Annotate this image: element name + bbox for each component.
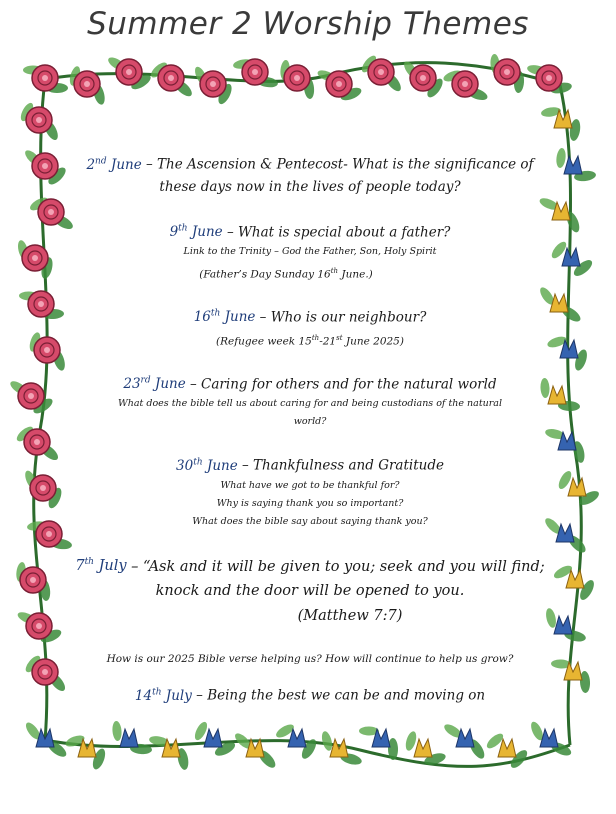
rose-icon xyxy=(168,75,174,81)
entry-date: 9th June xyxy=(169,223,223,240)
rose-icon xyxy=(38,301,44,307)
rose-icon xyxy=(504,69,510,75)
theme-entry-neighbour xyxy=(80,303,540,329)
vine-stem xyxy=(560,85,581,745)
entry-title: – Thankfulness and Gratitude xyxy=(237,457,444,474)
rose-icon xyxy=(126,69,132,75)
rose-icon xyxy=(42,75,48,81)
blue-flower-icon xyxy=(554,616,572,634)
rose-icon xyxy=(42,669,48,675)
rose-icon xyxy=(34,439,40,445)
rose-icon xyxy=(462,81,468,87)
rose-icon xyxy=(36,117,42,123)
blue-flower-icon xyxy=(540,729,558,747)
leaf-icon xyxy=(540,378,550,398)
theme-entry-father xyxy=(80,218,540,244)
blue-flower-icon xyxy=(204,729,222,747)
rose-icon xyxy=(28,393,34,399)
entry-title: – Being the best we can be and moving on xyxy=(191,687,486,704)
rose-icon xyxy=(84,81,90,87)
entry-note: (Father’s Day Sunday 16th June.) xyxy=(199,267,373,281)
theme-entry-caring xyxy=(80,370,540,396)
yellow-flower-icon xyxy=(568,478,586,496)
rose-icon xyxy=(42,163,48,169)
leaf-icon xyxy=(544,607,557,629)
entry-note: What does the bible say about saying thank you? xyxy=(192,515,428,527)
entry-date: 23rd June xyxy=(123,375,186,392)
rose-icon xyxy=(46,531,52,537)
rose-icon xyxy=(420,75,426,81)
rose-icon xyxy=(30,577,36,583)
themes-list xyxy=(75,150,545,707)
rose-icon xyxy=(210,81,216,87)
page-title: Summer 2 Worship Themes xyxy=(87,6,529,42)
yellow-flower-icon xyxy=(548,386,566,404)
theme-entry-moving-on xyxy=(80,681,540,707)
leaf-icon xyxy=(112,721,123,742)
rose-icon xyxy=(44,347,50,353)
entry-title: – Who is our neighbour? xyxy=(255,309,427,325)
entry-note: What does the bible tell us about caring for and being custodians of the natural world? xyxy=(118,398,502,427)
blue-flower-icon xyxy=(120,729,138,747)
yellow-flower-icon xyxy=(414,739,432,757)
entry-title: – “Ask and it will be given to you; seek and you will find; knock and the door will be opened to you. xyxy=(126,558,545,600)
entry-title: – Caring for others and for the natural world xyxy=(185,376,497,392)
theme-entry-thankfulness xyxy=(80,451,540,477)
entry-title: – The Ascension & Pentecost- What is the significance of these days now in the lives of people today? xyxy=(141,156,534,195)
entry-note: Why is saying thank you so important? xyxy=(216,497,404,509)
blue-flower-icon xyxy=(564,156,582,174)
theme-entry-ascension xyxy=(66,150,554,198)
bible-reference: (Matthew 7:7) xyxy=(297,608,403,625)
rose-icon xyxy=(48,209,54,215)
entry-date: 7th July xyxy=(75,557,127,575)
theme-entry-ask xyxy=(66,551,554,605)
entry-date: 14th July xyxy=(134,687,192,704)
rose-icon xyxy=(546,75,552,81)
rose-icon xyxy=(336,81,342,87)
yellow-flower-icon xyxy=(498,739,516,757)
entry-title: – What is special about a father? xyxy=(222,224,451,240)
entry-date: 16th June xyxy=(193,308,256,325)
entry-note: What have we got to be thankful for? xyxy=(220,479,400,491)
rose-icon xyxy=(378,69,384,75)
entry-date: 30th June xyxy=(176,457,238,474)
bible-verse-question: How is our 2025 Bible verse helping us? How will continue to help us grow? xyxy=(106,653,514,666)
rose-icon xyxy=(252,69,258,75)
entry-note: Link to the Trinity – God the Father, Son, Holy Spirit xyxy=(183,246,437,257)
leaf-icon xyxy=(555,148,566,169)
rose-icon xyxy=(40,485,46,491)
yellow-flower-icon xyxy=(330,739,348,757)
rose-icon xyxy=(36,623,42,629)
entry-note: (Refugee week 15th-21st June 2025) xyxy=(216,334,404,348)
rose-icon xyxy=(294,75,300,81)
yellow-flower-icon xyxy=(550,294,568,312)
entry-date: 2nd June xyxy=(86,156,142,173)
